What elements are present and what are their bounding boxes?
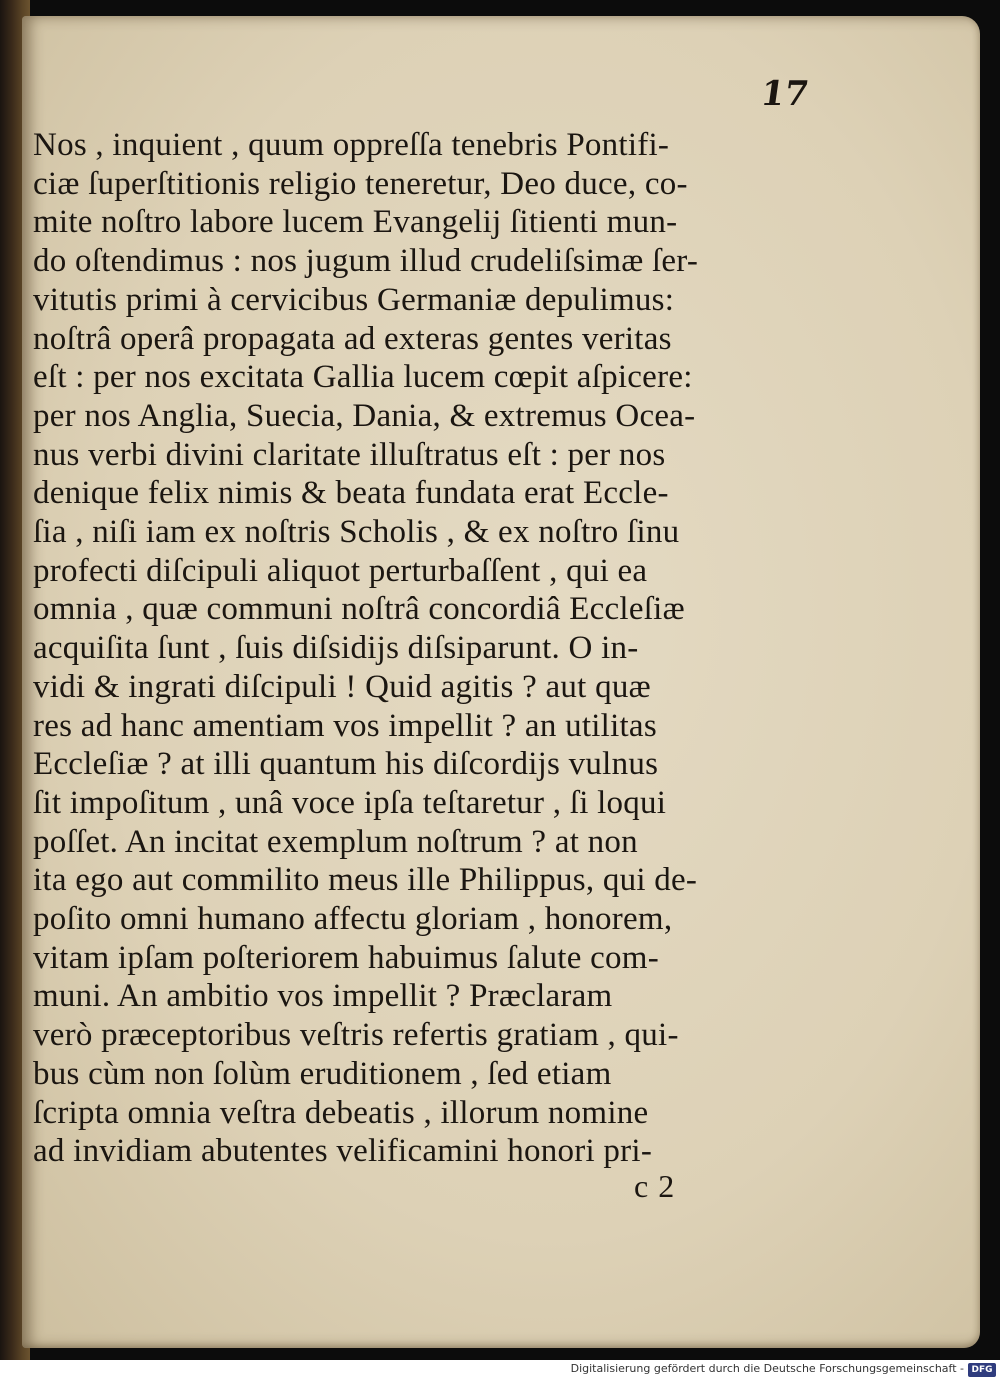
text-line: nus verbi divini claritate illuſtratus eſt : per nos	[33, 436, 666, 473]
dfg-logo: DFG	[968, 1363, 996, 1377]
footer-bar	[0, 1360, 1000, 1380]
book-page	[22, 16, 980, 1348]
text-line: vidi & ingrati diſcipuli ! Quid agitis ? aut quæ	[33, 668, 651, 705]
text-line: bus cùm non ſolùm eruditionem , ſed etiam	[33, 1055, 612, 1092]
text-line: ſcripta omnia veſtra debeatis , illorum nomine	[33, 1094, 649, 1131]
text-line: ſia , niſi iam ex noſtris Scholis , & ex noſtro ſinu	[33, 514, 680, 551]
text-line: do oſtendimus : nos jugum illud crudeliſsimæ ſer-	[33, 243, 699, 280]
text-line: ad invidiam abutentes velificamini honori pri-	[33, 1133, 653, 1170]
text-line: per nos Anglia, Suecia, Dania, & extremus Ocea-	[33, 397, 696, 434]
text-line: Nos , inquient , quum oppreſſa tenebris Pontifi-	[33, 127, 670, 163]
text-line: noſtrâ operâ propagata ad exteras gentes veritas	[33, 320, 672, 357]
text-line: denique felix nimis & beata fundata erat Eccle-	[33, 475, 669, 512]
text-line: mite noſtro labore lucem Evangelij ſitienti mun-	[33, 204, 678, 241]
footer-credit: Digitalisierung gefördert durch die Deutsche Forschungsgemeinschaft -	[570, 1362, 964, 1375]
text-line: muni. An ambitio vos impellit ? Præclaram	[33, 978, 613, 1015]
text-line: vitam ipſam poſteriorem habuimus ſalute com-	[33, 939, 659, 976]
text-line: ciæ ſuperſtitionis religio teneretur, Deo duce, co-	[33, 165, 688, 202]
text-line: poſſet. An incitat exemplum noſtrum ? at non	[33, 823, 638, 860]
text-line: ita ego aut commilito meus ille Philippus, qui de-	[33, 862, 698, 899]
text-line: res ad hanc amentiam vos impellit ? an utilitas	[33, 707, 657, 744]
body-text	[33, 126, 808, 1171]
text-line: poſito omni humano affectu gloriam , honorem,	[33, 901, 673, 938]
text-line: eſt : per nos excitata Gallia lucem cœpit aſpicere:	[33, 359, 693, 396]
text-line: verò præceptoribus veſtris refertis gratiam , qui-	[33, 1017, 679, 1054]
text-line: vitutis primi à cervicibus Germaniæ depulimus:	[33, 281, 675, 318]
text-line: Eccleſiæ ? at illi quantum his diſcordijs vulnus	[33, 746, 659, 783]
signature-mark: c 2	[634, 1168, 676, 1204]
text-line: profecti diſcipuli aliquot perturbaſſent , qui ea	[33, 552, 648, 589]
text-line: ſit impoſitum , unâ voce ipſa teſtaretur , ſi loqui	[33, 784, 667, 821]
page-number: 17	[757, 74, 811, 114]
text-line: omnia , quæ communi noſtrâ concordiâ Eccleſiæ	[33, 591, 685, 628]
text-line: acquiſita ſunt , ſuis diſsidijs diſsiparunt. O in-	[33, 630, 639, 667]
